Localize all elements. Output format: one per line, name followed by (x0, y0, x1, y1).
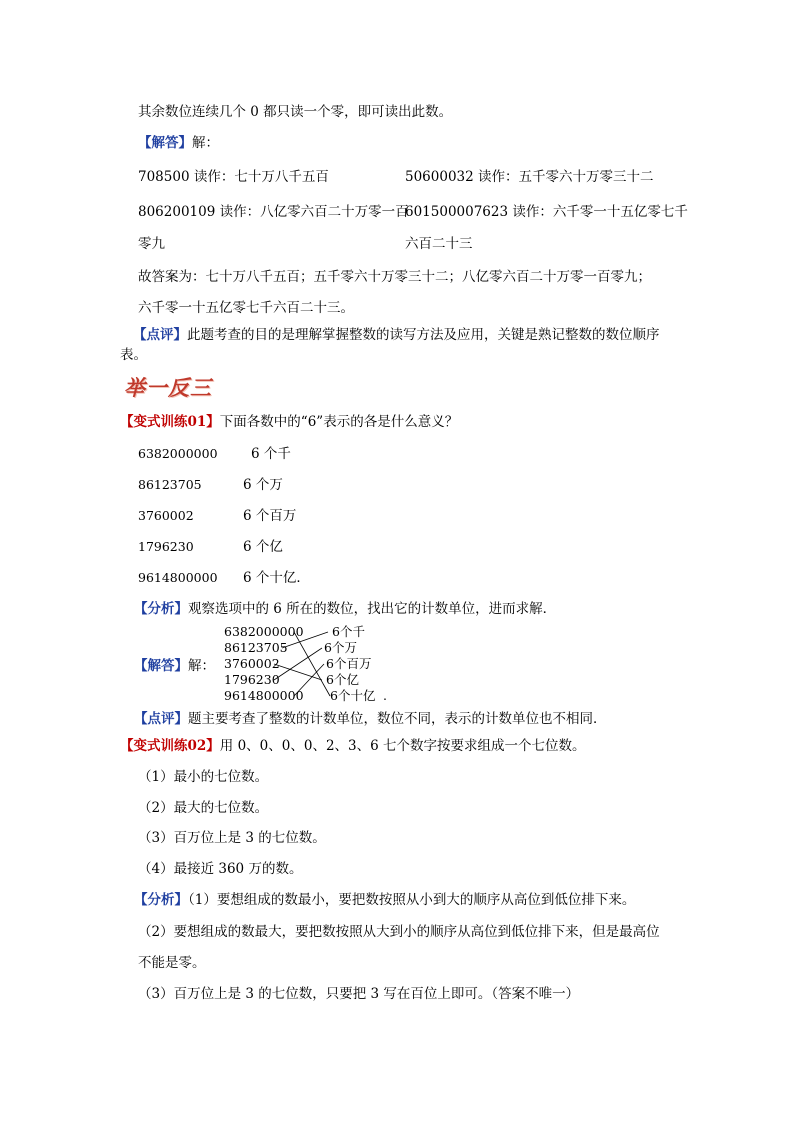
ex2-item-3: （3）百万位上是 3 的七位数。 (138, 830, 326, 846)
ex2-analysis-line-3: （3）百万位上是 3 的七位数，只要把 3 写在百位上即可。（答案不唯一） (138, 986, 580, 1002)
exercise-2-question (120, 737, 586, 755)
ex1-analysis-text: 观察选项中的 6 所在的数位，找出它的计数单位，进而求解． (188, 601, 557, 617)
read-left-2: 零九 (138, 236, 165, 252)
comment-text: 此题考查的目的是理解掌握整数的读写方法及应用，关键是熟记整数的数位顺序 (187, 327, 660, 343)
read-left-0: 708500 读作：七十万八千五百 (138, 169, 329, 185)
read-left-1: 806200109 读作：八亿零六百二十万零一百 (138, 204, 409, 220)
section-heading: 举一反三 (124, 375, 212, 400)
exercise-1-tag: 【变式训练01】 (120, 414, 220, 430)
ex1-number-3: 1796230 (138, 539, 194, 554)
match-left-4: 9614800000 (224, 688, 304, 703)
answer-label: 解： (192, 135, 219, 151)
ex1-number-2: 3760002 (138, 508, 194, 523)
ex2-item-2: （2）最大的七位数。 (138, 800, 269, 816)
ex1-meaning-2: 6 个百万 (243, 508, 297, 524)
ex1-answer-label: 解： (188, 658, 215, 674)
match-right-0: 6个千 (332, 624, 365, 639)
ex1-answer-tag: 【解答】 (134, 658, 188, 674)
paragraph-intro: 其余数位连续几个 0 都只读一个零，即可读出此数。 (138, 104, 453, 120)
exercise-2-tag: 【变式训练02】 (120, 738, 220, 754)
ex2-item-1: （1）最小的七位数。 (138, 769, 269, 785)
match-right-1: 6个万 (324, 640, 357, 655)
ex1-comment-tag: 【点评】 (134, 711, 188, 727)
match-line-4 (294, 664, 324, 696)
ex2-analysis-line-1 (134, 891, 635, 909)
comment-continuation: 表。 (120, 347, 147, 363)
conclusion-line-1: 故答案为：七十万八千五百；五千零六十万零三十二；八亿零六百二十万零一百零九； (138, 269, 651, 285)
ex1-meaning-0: 6 个千 (251, 446, 291, 462)
ex2-analysis-line-2b: 不能是零。 (138, 955, 206, 971)
ex2-analysis-line-2: （2）要想组成的数最大，要把数按照从大到小的顺序从高位到低位排下来，但是最高位 (138, 924, 660, 940)
match-line-2 (274, 664, 322, 680)
match-line-3 (274, 648, 322, 680)
ex1-number-1: 86123705 (138, 477, 202, 492)
match-end-period: . (383, 688, 387, 703)
match-line-1 (282, 632, 328, 648)
read-right-0: 50600032 读作：五千零六十万零三十二 (405, 169, 654, 185)
ex2-analysis-text-1: （1）要想组成的数最小，要把数按照从小到大的顺序从高位到低位排下来。 (188, 892, 636, 908)
exercise-2-text: 用 0、0、0、0、2、3、6 七个数字按要求组成一个七位数。 (219, 738, 586, 754)
read-right-1: 601500007623 读作：六千零一十五亿零七千 (405, 204, 688, 220)
ex1-comment-line (134, 710, 607, 728)
match-left-0: 6382000000 (224, 624, 304, 639)
answer-tag: 【解答】 (138, 135, 192, 151)
read-right-2: 六百二十三 (405, 236, 473, 252)
match-right-3: 6个亿 (326, 672, 359, 687)
match-right-2: 6个百万 (326, 656, 372, 671)
ex2-analysis-tag: 【分析】 (134, 892, 188, 908)
ex1-number-0: 6382000000 (138, 446, 218, 461)
match-right-4: 6个十亿 (330, 688, 376, 703)
ex1-meaning-3: 6 个亿 (243, 539, 283, 555)
ex2-item-4: （4）最接近 360 万的数。 (138, 861, 303, 877)
conclusion-line-2: 六千零一十五亿零七千六百二十三。 (138, 300, 354, 316)
analysis-tag: 【分析】 (134, 601, 188, 617)
ex1-number-4: 9614800000 (138, 570, 218, 585)
comment-tag: 【点评】 (133, 327, 187, 343)
ex1-meaning-1: 6 个万 (243, 477, 283, 493)
ex1-meaning-4: 6 个十亿． (243, 570, 310, 586)
exercise-1-text: 下面各数中的“6”表示的各是什么意义？ (219, 414, 459, 430)
match-left-2: 3760002 (224, 656, 280, 671)
ex1-comment-text: 题主要考查了整数的计数单位，数位不同，表示的计数单位也不相同． (188, 711, 607, 727)
match-left-3: 1796230 (224, 672, 280, 687)
match-left-1: 86123705 (224, 640, 288, 655)
